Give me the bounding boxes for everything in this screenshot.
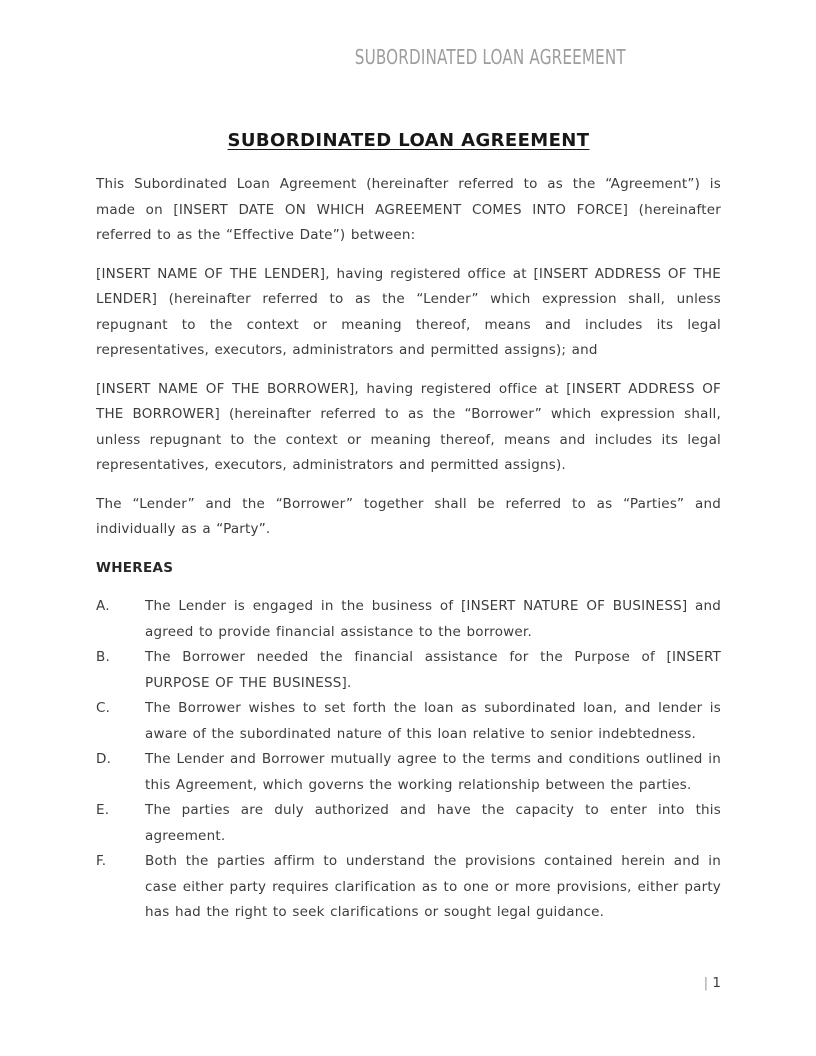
page-footer <box>704 971 721 996</box>
recital-text: The Borrower needed the financial assistance for the Purpose of [INSERT PURPOSE OF THE BUSINESS]. <box>145 649 721 691</box>
intro-paragraph: This Subordinated Loan Agreement (hereinafter referred to as the “Agreement”) is made on [INSERT DATE ON WHICH AGREEMENT COMES INTO FORCE] (hereinafter referred to as the “Effective Date”) between: <box>96 176 721 243</box>
recital-text: Both the parties affirm to understand the provisions contained herein and in case either party requires clarification as to one or more provisions, either party has had the right to seek clarifications or sought legal guidance. <box>145 853 721 920</box>
running-header-text: SUBORDINATED LOAN AGREEMENT <box>354 45 626 69</box>
whereas-heading: WHEREAS <box>96 559 174 576</box>
recital-text: The Borrower wishes to set forth the loan as subordinated loan, and lender is aware of the subordinated nature of this loan relative to senior indebtedness. <box>145 700 721 742</box>
recital-item-c <box>96 696 721 747</box>
page-number: 1 <box>712 975 721 991</box>
recital-item-a <box>96 594 721 645</box>
recital-text: The Lender is engaged in the business of [INSERT NATURE OF BUSINESS] and agreed to provide financial assistance to the borrower. <box>145 598 721 640</box>
recital-item-f <box>96 849 721 926</box>
borrower-paragraph: [INSERT NAME OF THE BORROWER], having registered office at [INSERT ADDRESS OF THE BORROWER] (hereinafter referred to as the “Borrower” which expression shall, unless repugnant to the context or meaning thereof, means and includes its legal representatives, executors, administrators and permitted assigns). <box>96 380 721 473</box>
recital-item-e <box>96 798 721 849</box>
recital-label: F. <box>96 853 107 869</box>
footer-separator: | <box>703 975 713 991</box>
recital-label: D. <box>96 751 112 767</box>
document-body <box>96 0 721 926</box>
recital-label: E. <box>96 802 110 818</box>
recital-label: C. <box>96 700 111 716</box>
recital-item-d <box>96 747 721 798</box>
recital-text: The Lender and Borrower mutually agree to the terms and conditions outlined in this Agreement, which governs the working relationship between the parties. <box>145 751 721 793</box>
parties-paragraph: The “Lender” and the “Borrower” together shall be referred to as “Parties” and individually as a “Party”. <box>96 495 721 537</box>
recital-item-b <box>96 645 721 696</box>
lender-paragraph: [INSERT NAME OF THE LENDER], having registered office at [INSERT ADDRESS OF THE LENDER] (hereinafter referred to as the “Lender” which expression shall, unless repugnant to the context or meaning thereof, means and includes its legal representatives, executors, administrators and permitted assigns); and <box>96 265 721 358</box>
recital-label: A. <box>96 598 110 614</box>
recital-label: B. <box>96 649 110 665</box>
document-title: SUBORDINATED LOAN AGREEMENT <box>227 130 590 151</box>
recital-text: The parties are duly authorized and have the capacity to enter into this agreement. <box>145 802 721 844</box>
recitals-list <box>96 594 721 926</box>
